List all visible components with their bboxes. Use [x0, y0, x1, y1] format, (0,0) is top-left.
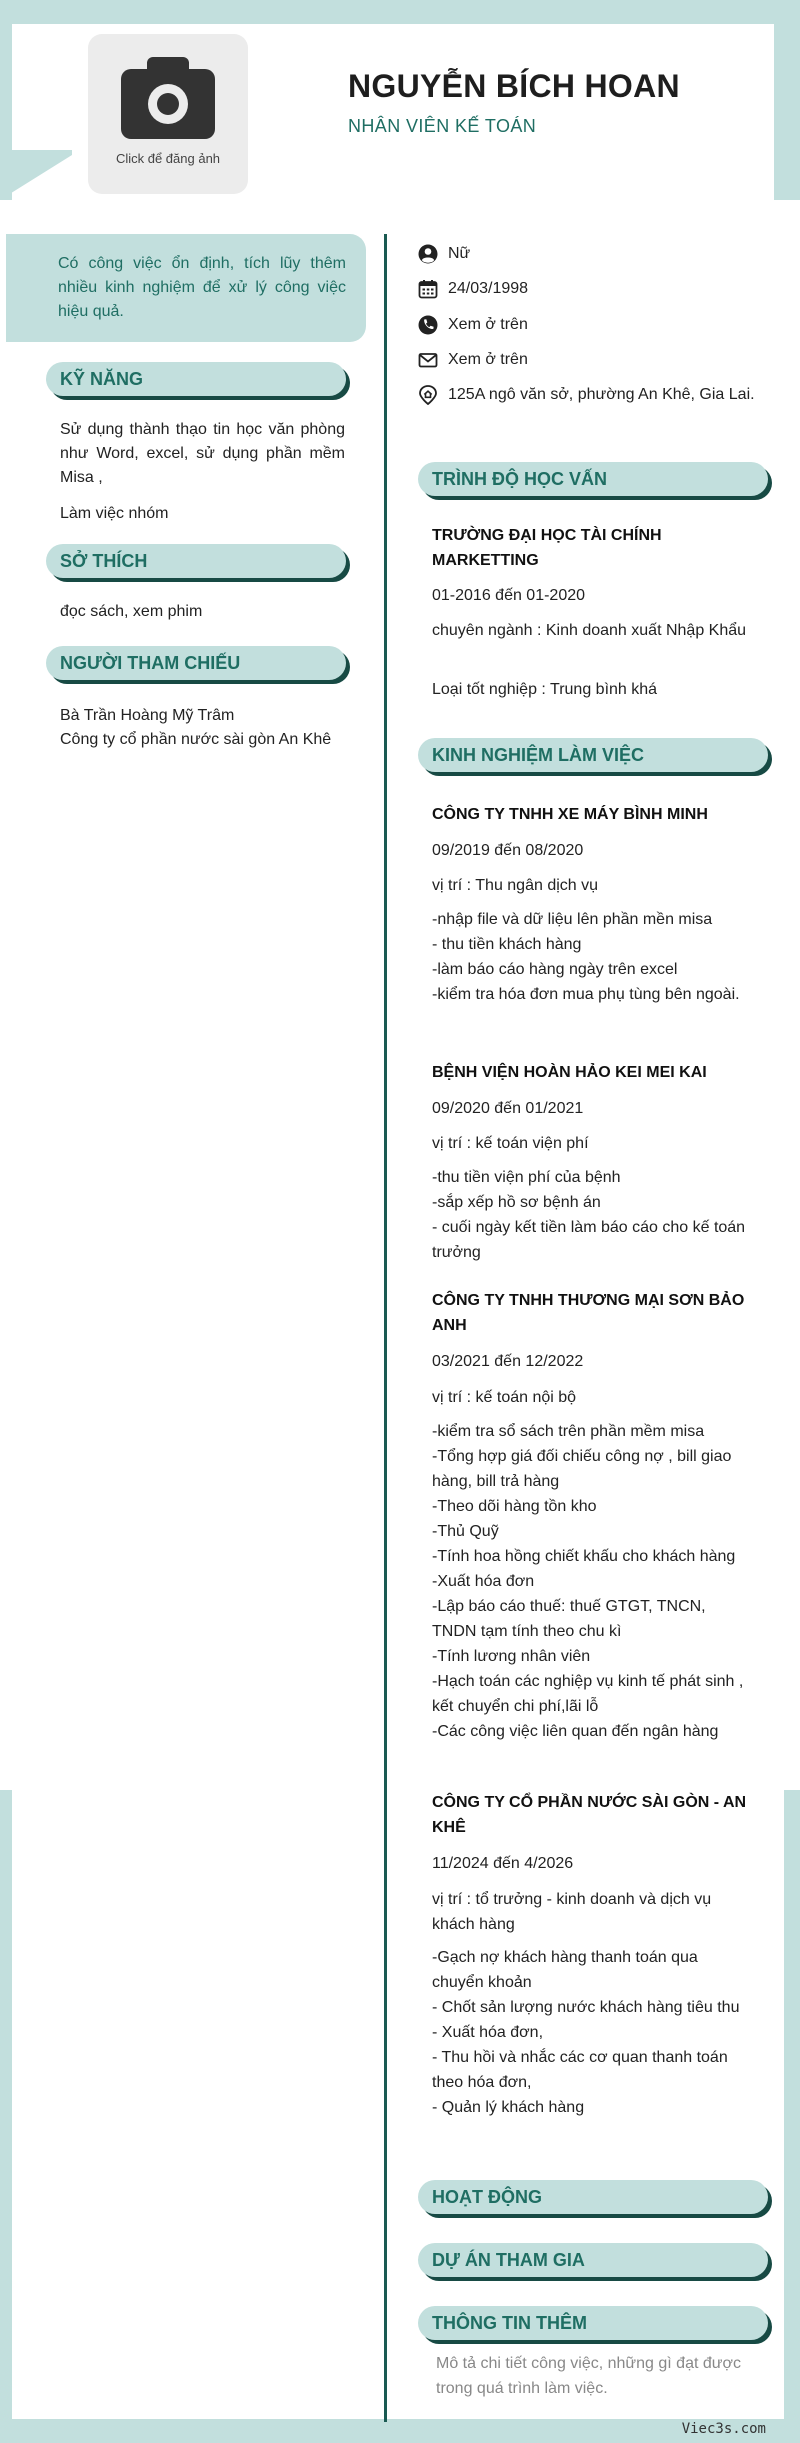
camera-icon [121, 57, 215, 139]
duty-item: -thu tiền viện phí của bệnh [432, 1169, 621, 1186]
photo-caption: Click để đăng ảnh [115, 150, 221, 166]
contact-gender[interactable] [418, 242, 768, 266]
job-company[interactable]: CÔNG TY CỔ PHẦN NƯỚC SÀI GÒN - AN KHÊ [432, 1794, 747, 1836]
reference-company[interactable]: Công ty cổ phần nước sài gòn An Khê [60, 731, 332, 748]
footer-brand: Viec3s.com [681, 2421, 766, 2437]
job-company[interactable]: CÔNG TY TNHH THƯƠNG MẠI SƠN BẢO ANH [432, 1292, 745, 1334]
education-grade[interactable]: Loại tốt nghiệp : Trung bình khá [432, 681, 658, 698]
duty-item: -Tính lương nhân viên [432, 1648, 591, 1665]
phone-icon [418, 315, 438, 335]
email-text: Xem ở trên [448, 351, 528, 368]
duty-item: -sắp xếp hồ sơ bệnh án [432, 1194, 601, 1211]
education-major[interactable]: chuyên ngành : Kinh doanh xuất Nhập Khẩu [432, 622, 747, 639]
column-divider [384, 234, 387, 2422]
hobbies-text[interactable]: đọc sách, xem phim [60, 603, 203, 620]
job-position[interactable]: vị trí : Thu ngân dịch vụ [432, 877, 599, 894]
email-icon [418, 350, 438, 370]
duty-item: -Thủ Quỹ [432, 1523, 499, 1540]
duty-item: -nhập file và dữ liệu lên phần mền misa [432, 911, 713, 928]
job-company[interactable]: CÔNG TY TNHH XE MÁY BÌNH MINH [432, 806, 708, 823]
additional-info-heading: THÔNG TIN THÊM [418, 2306, 768, 2340]
frame-left-bottom [0, 1790, 12, 2443]
duty-item: -kiểm tra hóa đơn mua phụ tùng bên ngoài. [432, 986, 740, 1003]
career-objective[interactable]: Có công việc ổn định, tích lũy thêm nhiều kinh nghiệm để xử lý công việc hiệu quả. [6, 234, 366, 342]
education-heading: TRÌNH ĐỘ HỌC VẤN [418, 462, 768, 496]
duty-item: -Theo dõi hàng tồn kho [432, 1498, 597, 1515]
duty-item: - thu tiền khách hàng [432, 936, 582, 953]
skill-item[interactable]: Sử dụng thành thạo tin học văn phòng như Word, excel, sử dụng phần mềm Misa , [60, 421, 345, 486]
duty-item: -kiểm tra sổ sách trên phần mềm misa [432, 1423, 705, 1440]
reference-name[interactable]: Bà Trần Hoàng Mỹ Trâm [60, 707, 235, 724]
duty-item: -Hạch toán các nghiệp vụ kinh tế phát sinh , kết chuyển chi phí,lãi lỗ [432, 1673, 744, 1715]
duty-item: - Chốt sản lượng nước khách hàng tiêu thu [432, 1999, 740, 2016]
hobbies-heading: SỞ THÍCH [46, 544, 346, 578]
projects-heading: DỰ ÁN THAM GIA [418, 2243, 768, 2277]
additional-info-placeholder[interactable]: Mô tả chi tiết công việc, những gì đạt được trong quá trình làm việc. [436, 2355, 741, 2397]
address-text: 125A ngô văn sở, phường An Khê, Gia Lai. [448, 386, 755, 403]
references-heading: NGƯỜI THAM CHIẾU [46, 646, 346, 680]
duty-item: -Tổng hợp giá đối chiếu công nợ , bill giao hàng, bill trả hàng [432, 1448, 732, 1490]
skill-item[interactable]: Làm việc nhóm [60, 505, 169, 522]
duty-item: -Gạch nợ khách hàng thanh toán qua chuyển khoản [432, 1949, 698, 1991]
job-period[interactable]: 11/2024 đến 4/2026 [432, 1855, 574, 1872]
birthday-text: 24/03/1998 [448, 280, 529, 297]
duty-item: - Quản lý khách hàng [432, 2099, 585, 2116]
frame-right-bottom [784, 1790, 800, 2443]
job-position[interactable]: vị trí : kế toán nội bộ [432, 1389, 577, 1406]
duty-item: -Xuất hóa đơn [432, 1573, 535, 1590]
duty-item: - Thu hồi và nhắc các cơ quan thanh toán theo hóa đơn, [432, 2049, 728, 2091]
candidate-name[interactable]: NGUYỄN BÍCH HOAN [348, 68, 680, 104]
job-duties[interactable] [432, 1419, 752, 1744]
photo-upload[interactable] [88, 34, 248, 194]
job-position[interactable]: vị trí : kế toán viện phí [432, 1135, 589, 1152]
duty-item: -Tính hoa hồng chiết khấu cho khách hàng [432, 1548, 736, 1565]
job-position[interactable]: vị trí : tổ trưởng - kinh doanh và dịch vụ khách hàng [432, 1891, 712, 1933]
job-duties[interactable] [432, 907, 752, 1007]
job-period[interactable]: 03/2021 đến 12/2022 [432, 1353, 584, 1370]
job-company[interactable]: BỆNH VIỆN HOÀN HẢO KEI MEI KAI [432, 1064, 707, 1081]
location-icon [418, 385, 438, 405]
job-title[interactable]: NHÂN VIÊN KẾ TOÁN [348, 116, 537, 136]
job-period[interactable]: 09/2020 đến 01/2021 [432, 1100, 584, 1117]
calendar-icon [418, 279, 438, 299]
frame-top [0, 0, 800, 24]
activities-heading: HOẠT ĐỘNG [418, 2180, 768, 2214]
experience-heading: KINH NGHIỆM LÀM VIỆC [418, 738, 768, 772]
gender-text: Nữ [448, 245, 471, 262]
duty-item: - cuối ngày kết tiền làm báo cáo cho kế toán trưởng [432, 1219, 746, 1261]
frame-bottom [0, 2419, 800, 2443]
education-period[interactable]: 01-2016 đến 01-2020 [432, 587, 586, 604]
contact-address[interactable] [418, 383, 768, 407]
job-duties[interactable] [432, 1945, 752, 2120]
duty-item: - Xuất hóa đơn, [432, 2024, 544, 2041]
contact-birthday[interactable] [418, 277, 768, 301]
job-period[interactable]: 09/2019 đến 08/2020 [432, 842, 584, 859]
user-icon [418, 244, 438, 264]
contact-phone[interactable] [418, 313, 768, 337]
duty-item: -làm báo cáo hàng ngày trên excel [432, 961, 678, 978]
frame-corner [0, 150, 80, 200]
job-duties[interactable] [432, 1165, 752, 1265]
duty-item: -Lập báo cáo thuế: thuế GTGT, TNCN, TNDN tạm tính theo chu kì [432, 1598, 706, 1640]
frame-right [774, 0, 800, 200]
phone-text: Xem ở trên [448, 316, 528, 333]
school-name[interactable]: TRƯỜNG ĐẠI HỌC TÀI CHÍNH MARKETTING [432, 527, 662, 569]
contact-email[interactable] [418, 348, 768, 372]
duty-item: -Các công việc liên quan đến ngân hàng [432, 1723, 719, 1740]
skills-heading: KỸ NĂNG [46, 362, 346, 396]
